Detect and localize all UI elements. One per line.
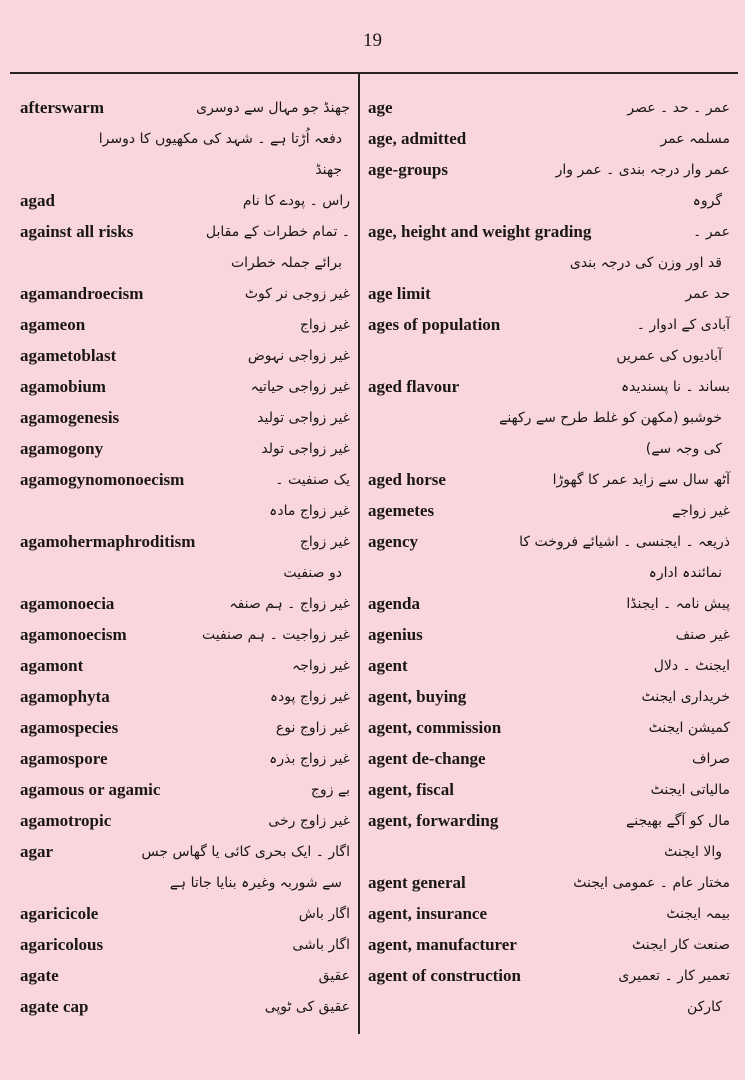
entry-definition: راس ۔ پودے کا نام bbox=[242, 192, 350, 209]
entry-definition: مالیاتی ایجنٹ bbox=[650, 781, 730, 798]
entry-line bbox=[368, 774, 730, 805]
entry-definition: ایجنٹ ۔ دلال bbox=[653, 657, 730, 674]
definition-continuation-text: دفعہ اُڑتا ہے ۔ شہد کی مکھیوں کا دوسرا bbox=[98, 130, 342, 147]
entry-definition: اگار ۔ ایک بحری کائی یا گھاس جس bbox=[141, 843, 350, 860]
page-number: 19 bbox=[363, 30, 382, 51]
entry-line bbox=[368, 650, 730, 681]
definition-continuation-text: والا ایجنٹ bbox=[664, 843, 722, 860]
definition-continuation-text: کارکن bbox=[686, 998, 722, 1015]
entry-term: agaricolous bbox=[20, 934, 104, 954]
entry-line bbox=[20, 712, 350, 743]
entry-term: agamonoecia bbox=[20, 593, 115, 613]
definition-continuation-text: کی وجہ سے) bbox=[645, 440, 722, 457]
dictionary-entry bbox=[368, 309, 730, 371]
dictionary-entry bbox=[368, 588, 730, 619]
definition-continuation-text: گروہ bbox=[692, 192, 722, 209]
definition-continuation-text: برائے جملہ خطرات bbox=[230, 254, 342, 271]
entry-term: agemetes bbox=[368, 500, 435, 520]
entry-definition: ۔ تمام خطرات کے مقابل bbox=[205, 223, 350, 240]
dictionary-entry bbox=[368, 650, 730, 681]
entry-definition-continued bbox=[368, 247, 730, 278]
entry-line bbox=[20, 929, 350, 960]
dictionary-entry bbox=[20, 92, 350, 185]
entry-definition: غیر زواجی تولد bbox=[261, 440, 350, 457]
dictionary-entry bbox=[368, 526, 730, 588]
dictionary-entry bbox=[368, 774, 730, 805]
dictionary-entry bbox=[20, 433, 350, 464]
dictionary-entry bbox=[20, 402, 350, 433]
entry-line bbox=[368, 929, 730, 960]
entry-definition: اگار باشی bbox=[292, 936, 350, 953]
dictionary-entry bbox=[368, 371, 730, 464]
entry-definition-continued bbox=[20, 154, 350, 185]
entry-line bbox=[368, 216, 730, 247]
entry-line bbox=[20, 433, 350, 464]
dictionary-entry bbox=[20, 185, 350, 216]
dictionary-entry bbox=[20, 991, 350, 1022]
entry-term: agamandroecism bbox=[20, 283, 144, 303]
entry-term: agent, forwarding bbox=[368, 810, 499, 830]
entry-definition: آٹھ سال سے زاید عمر کا گھوڑا bbox=[552, 471, 730, 488]
entry-definition: غیر زواجے bbox=[672, 502, 730, 519]
entry-term: ages of population bbox=[368, 314, 501, 334]
dictionary-entry bbox=[20, 464, 350, 495]
entry-definition: غیر زاوج نوع bbox=[275, 719, 350, 736]
entry-line bbox=[20, 991, 350, 1022]
entry-definition: عقیق کی ٹوپی bbox=[264, 998, 350, 1015]
entry-term: age, admitted bbox=[368, 128, 467, 148]
dictionary-entry bbox=[20, 650, 350, 681]
entry-term: agamohermaphroditism bbox=[20, 531, 196, 551]
definition-continuation-text: آبادیوں کی عمریں bbox=[616, 347, 722, 364]
entry-definition: عقیق bbox=[318, 967, 350, 984]
entry-definition: بیمہ ایجنٹ bbox=[666, 905, 730, 922]
entry-line bbox=[20, 495, 350, 526]
entry-line bbox=[368, 309, 730, 340]
entry-definition: آبادی کے ادوار ۔ bbox=[636, 316, 730, 333]
entry-line bbox=[20, 526, 350, 557]
entry-term: agamogony bbox=[20, 438, 104, 458]
entry-definition-continued bbox=[368, 557, 730, 588]
entry-term: agamogynomonoecism bbox=[20, 469, 185, 489]
entry-line bbox=[368, 154, 730, 185]
entry-line bbox=[368, 805, 730, 836]
entry-definition-continued bbox=[368, 402, 730, 433]
entry-definition: غیر زواجہ bbox=[292, 657, 350, 674]
dictionary-entry bbox=[368, 123, 730, 154]
entry-line bbox=[20, 185, 350, 216]
entry-definition: غیر زواجیت ۔ ہم صنفیت bbox=[202, 626, 350, 643]
dictionary-entry bbox=[20, 898, 350, 929]
definition-continuation-text: سے شوربہ وغیرہ بنایا جاتا ہے bbox=[169, 874, 342, 891]
dictionary-entry bbox=[20, 340, 350, 371]
entry-definition-continued bbox=[368, 991, 730, 1022]
entry-line bbox=[20, 371, 350, 402]
entry-line bbox=[20, 464, 350, 495]
entry-definition-continued bbox=[20, 123, 350, 154]
entry-line bbox=[20, 619, 350, 650]
dictionary-entry bbox=[20, 619, 350, 650]
dictionary-entry bbox=[368, 154, 730, 216]
entry-line bbox=[20, 216, 350, 247]
entry-definition: کمیشن ایجنٹ bbox=[648, 719, 730, 736]
definition-continuation-text: قد اور وزن کی درجہ بندی bbox=[569, 254, 722, 271]
entry-term: agent de-change bbox=[368, 748, 486, 768]
entry-definition: غیر زاوج رخی bbox=[268, 812, 350, 829]
dictionary-entry bbox=[20, 743, 350, 774]
entry-definition: غیر زواج بذرہ bbox=[269, 750, 350, 767]
entry-term: agad bbox=[20, 190, 55, 210]
dictionary-entry bbox=[368, 712, 730, 743]
entry-definition: عمر ۔ bbox=[693, 223, 730, 240]
entry-term: agent, fiscal bbox=[368, 779, 454, 799]
entry-definition: بساند ۔ نا پسندیدہ bbox=[620, 378, 730, 395]
entry-line bbox=[20, 774, 350, 805]
entry-term: agametoblast bbox=[20, 345, 117, 365]
entry-definition: جھنڈ جو مہال سے دوسری bbox=[196, 99, 350, 116]
entry-line bbox=[20, 681, 350, 712]
entry-term: age limit bbox=[368, 283, 431, 303]
entry-line bbox=[368, 464, 730, 495]
entry-term: aged flavour bbox=[368, 376, 460, 396]
definition-continuation-text: جھنڈ bbox=[315, 161, 342, 178]
entry-line bbox=[20, 650, 350, 681]
entry-term: agamous or agamic bbox=[20, 779, 161, 799]
dictionary-entry bbox=[368, 867, 730, 898]
dictionary-entry bbox=[20, 712, 350, 743]
entry-definition-continued bbox=[20, 247, 350, 278]
entry-line bbox=[20, 92, 350, 123]
dictionary-entry bbox=[20, 309, 350, 340]
entry-definition: تعمیر کار ۔ تعمیری bbox=[618, 967, 730, 984]
dictionary-entry bbox=[20, 278, 350, 309]
entry-definition: صنعت کار ایجنٹ bbox=[632, 936, 730, 953]
entry-term: age bbox=[368, 97, 393, 117]
entry-line bbox=[20, 743, 350, 774]
entry-definition: غیر زواجی حیاتیہ bbox=[250, 378, 350, 395]
dictionary-entry bbox=[20, 588, 350, 619]
entry-line bbox=[20, 402, 350, 433]
header-rule bbox=[10, 72, 738, 74]
dictionary-entry bbox=[20, 526, 350, 588]
entry-term: agamogenesis bbox=[20, 407, 120, 427]
dictionary-entry bbox=[368, 619, 730, 650]
entry-term: agent, insurance bbox=[368, 903, 487, 923]
entry-term: agamotropic bbox=[20, 810, 112, 830]
entry-term: agency bbox=[368, 531, 419, 551]
dictionary-entry bbox=[20, 929, 350, 960]
entry-definition: غیر زواج ۔ ہم صنفہ bbox=[229, 595, 350, 612]
entry-definition: غیر زواجی تولید bbox=[257, 409, 350, 426]
entry-line bbox=[368, 371, 730, 402]
dictionary-entry bbox=[368, 216, 730, 278]
entry-line bbox=[368, 278, 730, 309]
dictionary-entry bbox=[20, 495, 350, 526]
entry-line bbox=[20, 898, 350, 929]
entry-definition: غیر زواج مادہ bbox=[269, 502, 350, 519]
entry-definition-continued bbox=[368, 340, 730, 371]
dictionary-entry bbox=[20, 371, 350, 402]
entry-line bbox=[368, 526, 730, 557]
dictionary-entry bbox=[368, 960, 730, 1022]
entry-term: agent general bbox=[368, 872, 466, 892]
entry-line bbox=[368, 960, 730, 991]
dictionary-entry bbox=[368, 92, 730, 123]
entry-term: agent, commission bbox=[368, 717, 502, 737]
definition-continuation-text: نمائندہ ادارہ bbox=[648, 564, 722, 581]
entry-line bbox=[20, 805, 350, 836]
dictionary-entry bbox=[20, 836, 350, 898]
entry-definition: پیش نامہ ۔ ایجنڈا bbox=[626, 595, 730, 612]
entry-definition: مختار عام ۔ عمومی ایجنٹ bbox=[573, 874, 730, 891]
entry-definition: مال کو آگے بھیجنے bbox=[626, 812, 730, 829]
entry-term: agamospore bbox=[20, 748, 108, 768]
definition-continuation-text: دو صنفیت bbox=[283, 564, 342, 581]
entry-line bbox=[20, 960, 350, 991]
entry-term: against all risks bbox=[20, 221, 134, 241]
entry-definition: حد عمر bbox=[685, 285, 730, 302]
dictionary-entry bbox=[368, 743, 730, 774]
right-column bbox=[368, 92, 730, 1022]
entry-definition-continued bbox=[20, 867, 350, 898]
entry-definition: صراف bbox=[691, 750, 730, 767]
entry-definition: غیر زواج bbox=[299, 533, 350, 550]
entry-line bbox=[368, 712, 730, 743]
entry-definition: خریداری ایجنٹ bbox=[641, 688, 730, 705]
entry-term: afterswarm bbox=[20, 97, 105, 117]
entry-term: agamospecies bbox=[20, 717, 119, 737]
entry-term: agate bbox=[20, 965, 59, 985]
dictionary-entry bbox=[368, 805, 730, 867]
entry-term: agamophyta bbox=[20, 686, 110, 706]
definition-continuation-text: خوشبو (مکھن کو غلط طرح سے رکھنے bbox=[499, 409, 722, 426]
entry-line bbox=[20, 340, 350, 371]
entry-definition: بے زوج bbox=[310, 781, 350, 798]
entry-line bbox=[20, 309, 350, 340]
dictionary-entry bbox=[368, 929, 730, 960]
entry-line bbox=[368, 681, 730, 712]
left-column bbox=[20, 92, 350, 1022]
entry-definition: عمر وار درجہ بندی ۔ عمر وار bbox=[555, 161, 730, 178]
entry-definition: غیر زواج پودہ bbox=[269, 688, 350, 705]
entry-line bbox=[368, 123, 730, 154]
entry-term: agar bbox=[20, 841, 54, 861]
entry-definition: غیر زواجی نہوض bbox=[247, 347, 350, 364]
column-divider bbox=[358, 74, 360, 1034]
entry-term: agameon bbox=[20, 314, 86, 334]
entry-term: agenius bbox=[368, 624, 423, 644]
entry-definition-continued bbox=[368, 433, 730, 464]
entry-term: agamobium bbox=[20, 376, 106, 396]
dictionary-entry bbox=[20, 216, 350, 278]
entry-line bbox=[368, 898, 730, 929]
entry-line bbox=[20, 588, 350, 619]
entry-term: agenda bbox=[368, 593, 420, 613]
entry-definition-continued bbox=[368, 185, 730, 216]
entry-definition: عمر ۔ حد ۔ عصر bbox=[627, 99, 730, 116]
entry-definition-continued bbox=[20, 557, 350, 588]
entry-term: agent bbox=[368, 655, 408, 675]
dictionary-entry bbox=[20, 805, 350, 836]
entry-line bbox=[20, 836, 350, 867]
entry-line bbox=[20, 278, 350, 309]
entry-term: agent, manufacturer bbox=[368, 934, 517, 954]
entry-definition: غیر زواج bbox=[299, 316, 350, 333]
entry-term: agent, buying bbox=[368, 686, 467, 706]
dictionary-entry bbox=[20, 681, 350, 712]
entry-term: aged horse bbox=[368, 469, 446, 489]
dictionary-entry bbox=[368, 464, 730, 495]
entry-term: age-groups bbox=[368, 159, 448, 179]
dictionary-entry bbox=[368, 278, 730, 309]
entry-line bbox=[368, 619, 730, 650]
entry-definition: غیر زوجی نر کوٹ bbox=[244, 285, 350, 302]
dictionary-entry bbox=[368, 898, 730, 929]
entry-term: age, height and weight grading bbox=[368, 221, 592, 241]
entry-term: agate cap bbox=[20, 996, 89, 1016]
dictionary-entry bbox=[368, 681, 730, 712]
entry-definition: مسلمہ عمر bbox=[660, 130, 730, 147]
dictionary-entry bbox=[20, 774, 350, 805]
entry-term: agamonoecism bbox=[20, 624, 127, 644]
entry-line bbox=[368, 743, 730, 774]
entry-line bbox=[368, 588, 730, 619]
entry-definition: اگار باش bbox=[298, 905, 350, 922]
entry-line bbox=[368, 495, 730, 526]
entry-definition-continued bbox=[368, 836, 730, 867]
entry-definition: یک صنفیت ۔ bbox=[275, 471, 350, 488]
entry-term: agamont bbox=[20, 655, 84, 675]
entry-line bbox=[368, 92, 730, 123]
entry-term: agent of construction bbox=[368, 965, 521, 985]
entry-definition: غیر صنف bbox=[675, 626, 730, 643]
dictionary-entry bbox=[368, 495, 730, 526]
entry-definition: ذریعہ ۔ ایجنسی ۔ اشیائے فروخت کا bbox=[519, 533, 730, 550]
entry-line bbox=[368, 867, 730, 898]
entry-term: agaricicole bbox=[20, 903, 99, 923]
dictionary-entry bbox=[20, 960, 350, 991]
